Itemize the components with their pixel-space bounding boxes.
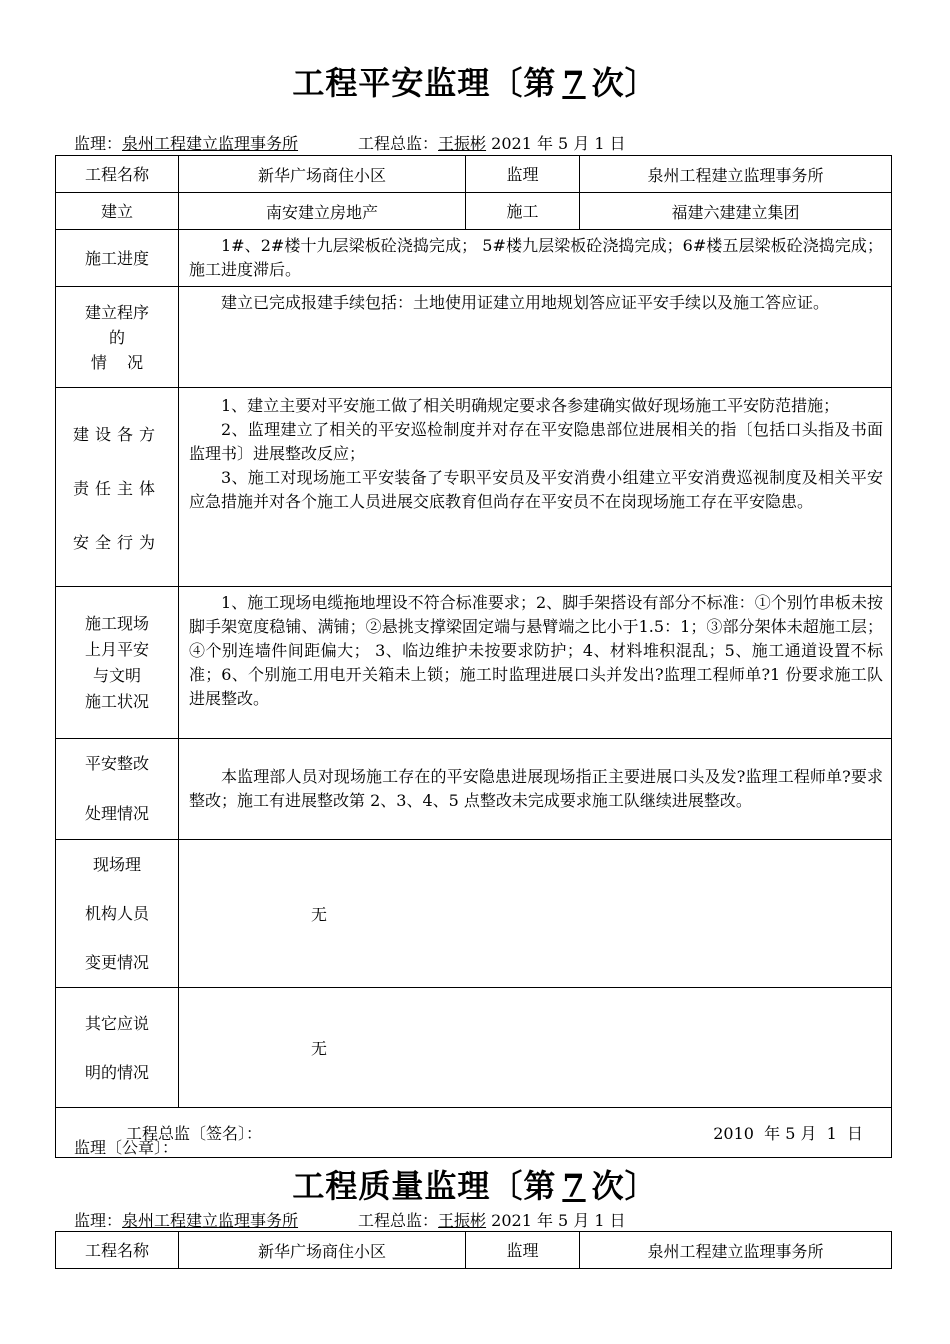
rectify-label: 平安整改 处理情况 — [56, 739, 179, 840]
report-number: 7 — [562, 1167, 586, 1205]
quality-report-table — [55, 1231, 892, 1269]
table-row — [56, 230, 892, 287]
supervision-value: 泉州工程建立监理事务所 — [580, 1232, 892, 1269]
table-row — [56, 287, 892, 388]
chief-supervisor-value: 王振彬 — [438, 1211, 487, 1230]
table-row — [56, 587, 892, 739]
report-date: 2021 年 5 月 1 日 — [491, 134, 626, 153]
behavior-text — [179, 388, 892, 587]
behavior-label: 建设各方 责任主体 安全行为 — [56, 388, 179, 587]
project-name-value: 新华广场商住小区 — [179, 156, 466, 193]
table-row — [56, 739, 892, 840]
rectify-text: 本监理部人员对现场施工存在的平安隐患进展现场指正主要进展口头及发?监理工程师单?要求整改；施工有进展整改第 2、3、4、5 点整改未完成要求施工队继续进展整改。 — [179, 739, 892, 840]
supervision-label: 监理 — [466, 1232, 580, 1269]
quality-report-title: 工程质量监理〔第 7 次〕 — [292, 1167, 658, 1205]
other-notes-value: 无 — [179, 988, 892, 1108]
staff-change-label: 现场理 机构人员 变更情况 — [56, 840, 179, 988]
progress-label: 施工进度 — [56, 230, 179, 287]
safety-report-table — [55, 155, 892, 1158]
project-name-label: 工程名称 — [56, 156, 179, 193]
report-date: 2021 年 5 月 1 日 — [491, 1211, 626, 1230]
chief-supervisor-value: 王振彬 — [438, 134, 487, 153]
supervisor-value: 泉州工程建立监理事务所 — [122, 1211, 299, 1230]
supervisor-value: 泉州工程建立监理事务所 — [122, 134, 299, 153]
contractor-label: 施工 — [466, 193, 580, 230]
supervision-label: 监理 — [466, 156, 580, 193]
list-item: 1、建立主要对平安施工做了相关明确规定要求各参建确实做好现场施工平安防范措施； — [221, 396, 840, 415]
signature-row — [56, 1108, 892, 1158]
table-row — [56, 988, 892, 1108]
table-row — [56, 1232, 892, 1269]
quality-meta-line: 监理：泉州工程建立监理事务所 工程总监：王振彬 2021 年 5 月 1 日 — [74, 1211, 626, 1230]
signature-label: 工程总监〔签名〕： — [126, 1124, 263, 1143]
seal-label: 监理〔公章〕： — [74, 1138, 179, 1157]
table-row — [56, 1108, 892, 1158]
table-row — [56, 840, 892, 988]
project-name-label: 工程名称 — [56, 1232, 179, 1269]
supervision-value: 泉州工程建立监理事务所 — [580, 156, 892, 193]
builder-label: 建立 — [56, 193, 179, 230]
contractor-value: 福建六建建立集团 — [580, 193, 892, 230]
procedure-label: 建立程序 的 情 况 — [56, 287, 179, 388]
progress-text: 1#、2#楼十九层梁板砼浇捣完成； 5#楼九层梁板砼浇捣完成；6#楼五层梁板砼浇捣完成；施工进度滞后。 — [179, 230, 892, 287]
table-row — [56, 388, 892, 587]
safety-meta-line: 监理：泉州工程建立监理事务所 工程总监：王振彬 2021 年 5 月 1 日 — [74, 134, 626, 153]
table-row — [56, 193, 892, 230]
report-number: 7 — [562, 64, 586, 102]
procedure-text: 建立已完成报建手续包括：土地使用证建立用地规划答应证平安手续以及施工答应证。 — [179, 287, 892, 388]
list-item: 2、监理建立了相关的平安巡检制度并对存在平安隐患部位进展相关的指〔包括口头指及书面监理书〕进展整改反应； — [189, 420, 883, 463]
status-label: 施工现场 上月平安 与文明 施工状况 — [56, 587, 179, 739]
staff-change-value: 无 — [179, 840, 892, 988]
safety-report-title: 工程平安监理〔第 7 次〕 — [292, 64, 658, 102]
signature-date: 2010 年 5 月 1 日 — [713, 1124, 863, 1143]
table-row — [56, 156, 892, 193]
builder-value: 南安建立房地产 — [179, 193, 466, 230]
other-notes-label: 其它应说 明的情况 — [56, 988, 179, 1108]
status-text: 1、施工现场电缆拖地埋设不符合标准要求；2、脚手架搭设有部分不标准：①个别竹串板未按脚手架宽度稳铺、满铺；②悬挑支撑梁固定端与悬臂端之比小于1.5：1；③部分架体未超施工层；④个别连墙件间距偏大； 3、临边维护未按要求防护；4、材料堆积混乱；5、施工通道设置不标准；6、个别施工用电开关箱未上锁；施工时监理进展口头并发出?监理工程师单?1 份要求施工队进展整改。 — [179, 587, 892, 739]
project-name-value: 新华广场商住小区 — [179, 1232, 466, 1269]
list-item: 3、施工对现场施工平安装备了专职平安员及平安消费小组建立平安消费巡视制度及相关平安应急措施并对各个施工人员进展交底教育但尚存在平安员不在岗现场施工存在平安隐患。 — [189, 468, 883, 511]
